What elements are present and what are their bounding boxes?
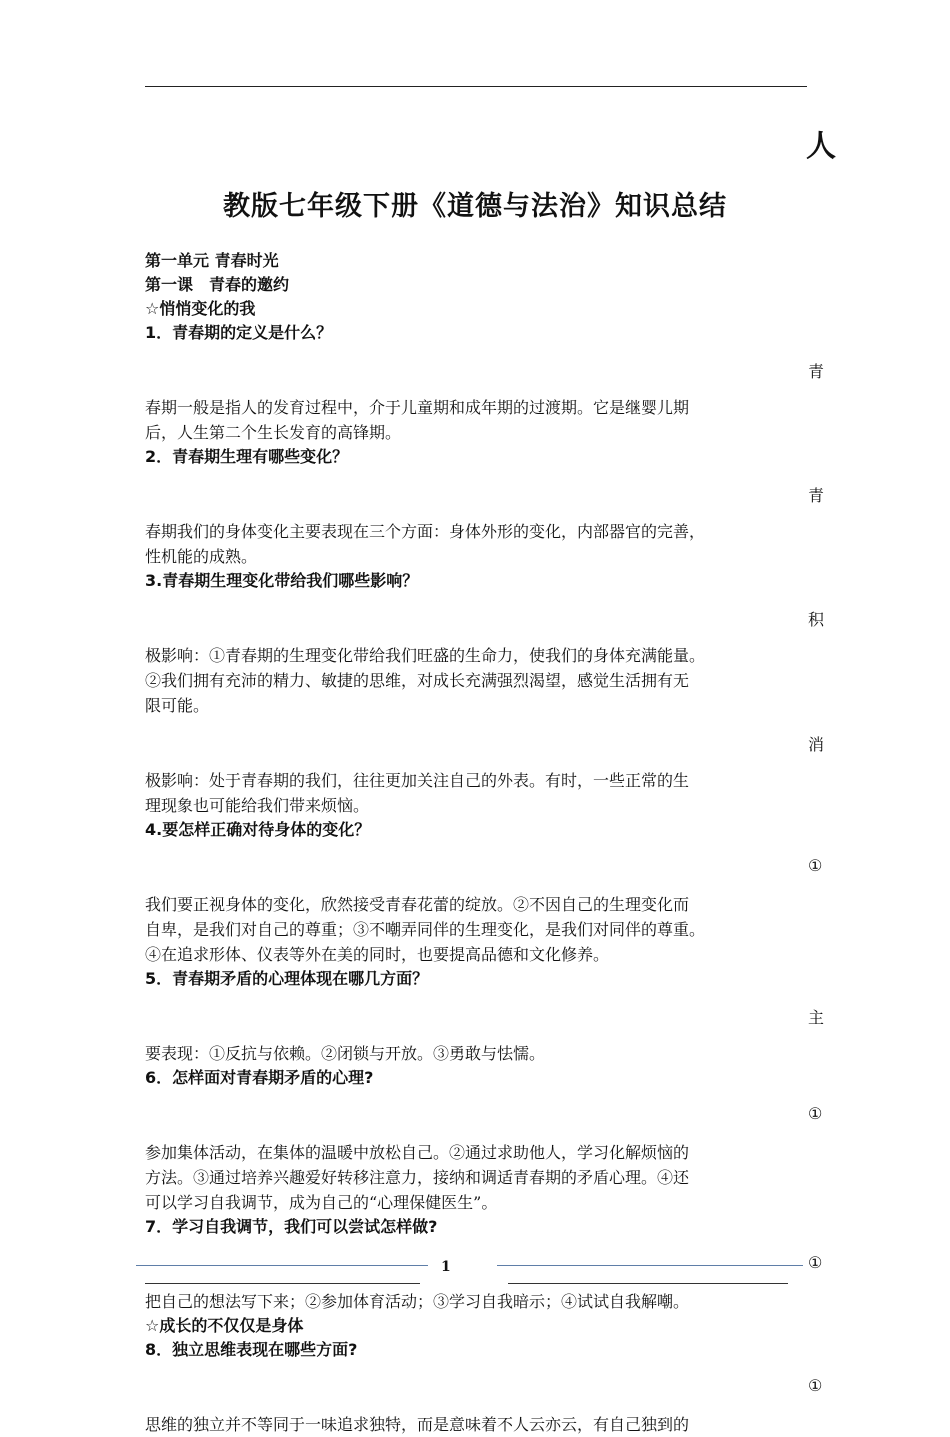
- section-heading: ☆悄悄变化的我: [145, 299, 256, 318]
- paragraph-line: ②我们拥有充沛的精力、敏捷的思维，对成长充满强烈渴望，感觉生活拥有无: [145, 671, 690, 690]
- section-heading: 7．学习自我调节，我们可以尝试怎样做?: [145, 1217, 438, 1236]
- paragraph: [145, 1412, 810, 1437]
- paragraph-line: 极影响：①青春期的生理变化带给我们旺盛的生命力，使我们的身体充满能量。: [145, 646, 706, 665]
- section-heading: 1．青春期的定义是什么？: [145, 323, 333, 342]
- paragraph-line: 自卑，是我们对自己的尊重；③不嘲弄同伴的生理变化，是我们对同伴的尊重。: [145, 920, 706, 939]
- section-heading: ☆成长的不仅仅是身体: [145, 1316, 304, 1335]
- section-heading: 第一课 青春的邀约: [145, 275, 290, 294]
- paragraph: [145, 892, 810, 967]
- paragraph-line: 极影响：处于青春期的我们，往往更加关注自己的外表。有时，一些正常的生: [145, 771, 690, 790]
- paragraph-line: 方法。③通过培养兴趣爱好转移注意力，接纳和调适青春期的矛盾心理。④还: [145, 1168, 690, 1187]
- section-heading: 8．独立思维表现在哪些方面?: [145, 1340, 358, 1359]
- paragraph-line: 春期一般是指人的发育过程中，介于儿童期和成年期的过渡期。它是继婴儿期: [145, 398, 690, 417]
- margin-character: 消: [808, 735, 825, 754]
- section-heading: 3.青春期生理变化带给我们哪些影响？: [145, 571, 419, 590]
- spacer: [145, 1090, 810, 1140]
- spacer: [145, 718, 810, 768]
- margin-character: 青: [808, 486, 825, 505]
- paragraph: [145, 519, 810, 569]
- margin-character: ①: [808, 1253, 823, 1272]
- paragraph: [145, 395, 810, 445]
- margin-character: ①: [808, 856, 823, 875]
- paragraph: [145, 1041, 810, 1066]
- margin-character: ①: [808, 1104, 823, 1123]
- paragraph-line: 参加集体活动，在集体的温暖中放松自己。②通过求助他人，学习化解烦恼的: [145, 1143, 690, 1162]
- section-heading: 5．青春期矛盾的心理体现在哪几方面？: [145, 969, 429, 988]
- paragraph-line: 把自己的想法写下来；②参加体育活动；③学习自我暗示；④试试自我解嘲。: [145, 1292, 690, 1311]
- margin-character: 主: [808, 1008, 825, 1027]
- paragraph-line: 我们要正视身体的变化，欣然接受青春花蕾的绽放。②不因自己的生理变化而: [145, 895, 690, 914]
- corner-character: 人: [806, 129, 836, 164]
- spacer: [145, 991, 810, 1041]
- paragraph-line: 限可能。: [145, 696, 210, 715]
- spacer: [145, 345, 810, 395]
- paragraph-line: 可以学习自我调节，成为自己的“心理保健医生”。: [145, 1193, 498, 1212]
- spacer: [145, 842, 810, 892]
- margin-character: 积: [808, 610, 825, 629]
- footer-rule-right-bottom: [508, 1283, 788, 1284]
- section-heading: 第一单元 青春时光: [145, 251, 279, 270]
- paragraph-line: 春期我们的身体变化主要表现在三个方面：身体外形的变化，内部器官的完善，: [145, 522, 706, 541]
- paragraph: [145, 643, 810, 718]
- margin-character: 青: [808, 362, 825, 381]
- margin-character: ①: [808, 1376, 823, 1395]
- paragraph-line: 思维的独立并不等同于一味追求独特，而是意味着不人云亦云，有自己独到的: [145, 1415, 690, 1434]
- paragraph-line: ④在追求形体、仪表等外在美的同时，也要提高品德和文化修养。: [145, 945, 610, 964]
- document-title: 教版七年级下册《道德与法治》知识总结: [223, 191, 727, 222]
- footer-rule-left-bottom: [145, 1283, 420, 1284]
- paragraph: [145, 1140, 810, 1215]
- paragraph-line: 理现象也可能给我们带来烦恼。: [145, 796, 370, 815]
- paragraph-line: 后，人生第二个生长发育的高锋期。: [145, 423, 402, 442]
- section-heading: 6．怎样面对青春期矛盾的心理?: [145, 1068, 374, 1087]
- page-number: 1: [441, 1259, 451, 1275]
- header-rule: [145, 86, 807, 87]
- spacer: [145, 1362, 810, 1412]
- paragraph: [145, 768, 810, 818]
- footer-rule-right-top: [497, 1265, 803, 1266]
- footer-rule-left-top: [136, 1265, 428, 1266]
- section-heading: 4.要怎样正确对待身体的变化？: [145, 820, 371, 839]
- spacer: [145, 593, 810, 643]
- paragraph-line: 要表现：①反抗与依赖。②闭锁与开放。③勇敢与怯懦。: [145, 1044, 546, 1063]
- paragraph-line: 性机能的成熟。: [145, 547, 258, 566]
- section-heading: 2．青春期生理有哪些变化？: [145, 447, 349, 466]
- spacer: [145, 469, 810, 519]
